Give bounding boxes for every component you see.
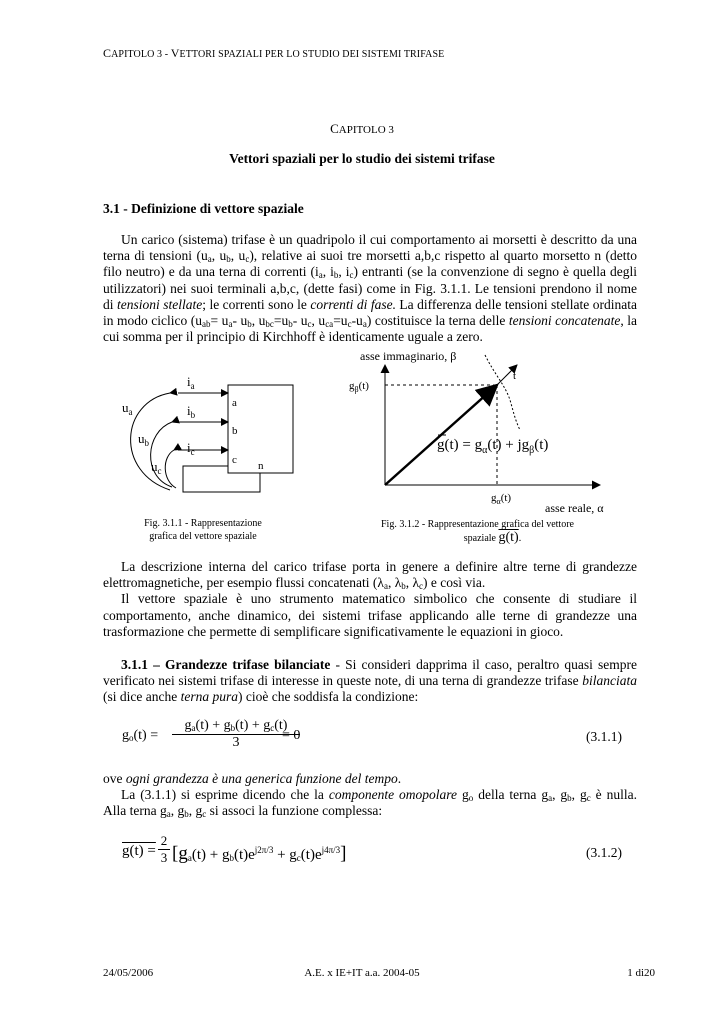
sub: c [347,319,352,330]
text: La differenza delle tensioni stellate ordinata in modo ciclico (u [103,296,637,329]
paragraph-balanced [103,657,637,706]
text: =u [273,313,289,329]
sub: o [129,733,134,743]
sub: b [229,853,234,863]
text: - u [232,313,248,329]
text: (t) + g [191,847,230,863]
text: La (3.1.1) si esprime dicendo che la [121,787,329,803]
footer-date: 24/05/2006 [103,967,154,979]
text: La descrizione interna del carico trifase porta in genere a definire altre terne di grandezze elettromagnetiche, per esempio flussi concatenati (λ [103,559,637,591]
italic-term: correnti di fase. [310,296,396,312]
text: Un carico (sistema) trifase è un quadripolo il cui comportamento ai morsetti è descritto da una terna di tensioni (u [103,232,637,264]
real-axis-label: asse reale, α [545,501,604,515]
text: (t)e [300,847,322,863]
text: + g [273,847,297,863]
sub: a [383,581,388,592]
paragraph-other-quantities [103,559,637,640]
chapter-title: Vettori spaziali per lo studio dei sistemi trifase [229,151,495,166]
header-rest2: ETTORI SPAZIALI PER LO STUDIO DEI SISTEMI TRIFASE [179,49,445,60]
sub: o [468,793,474,804]
footer-course: A.E. x IE+IT a.a. 2004-05 [304,967,420,979]
text: , g [188,803,203,819]
subsection-heading: 3.1.1 – Grandezze trifase bilanciate [121,657,331,672]
text: , u [311,313,326,329]
sub: b [401,581,406,592]
caption-line: grafica del vettore spaziale [149,531,257,542]
sub: a [191,723,196,733]
ia-label: $i_a$ [187,374,195,391]
text: , g [552,787,568,803]
eq2-lhs [122,843,156,860]
text: (t) [274,718,288,733]
text: (t) + g [195,718,231,733]
sub: b [288,319,293,330]
text: ove [103,771,126,786]
ua-arc [131,393,170,490]
ic-label: $i_c$ [187,440,195,457]
text: ) e così via. [423,575,486,591]
eq1-lhs [122,728,158,744]
sub: c [349,270,354,281]
ua-label: $u_a$ [122,400,133,417]
uc-arc [165,450,176,488]
italic-term: tensioni stellate [116,296,203,312]
text: , i [322,264,334,280]
sub: c [419,581,424,592]
text: (t) + g [235,718,271,733]
text: , u [230,248,246,264]
text: , λ [405,575,420,591]
text: ) costituisce la terna delle [366,313,509,329]
text: g [184,718,192,733]
text: , g [170,803,185,819]
sub: bc [265,319,274,330]
t-label: t [513,370,517,382]
eq1-numerator [172,718,300,735]
sub: b [184,809,189,820]
sub: b [567,793,572,804]
text: , u [251,313,266,329]
sub: a [207,254,212,265]
italic-term: tensioni concatenate [508,313,621,329]
sup: j2π/3 [254,845,274,855]
sub: a [362,319,367,330]
chapter-cap: C [330,121,339,136]
chapter-label [0,121,724,137]
eq2-fraction [158,833,170,866]
figure-3-1-2-complex-plane [345,345,615,520]
uc-label: $u_c$ [151,459,162,476]
italic-term: ogni grandezza è una generica funzione del tempo [125,771,398,786]
paragraph-generic-function [103,771,637,820]
eq1-denominator: 3 [232,735,240,750]
text: g(t) = [122,843,156,859]
caption-dot: . [518,533,522,544]
equation-number-3-1-2: (3.1.2) [586,845,622,860]
g-alpha-label: $g_\alpha(t)$ [491,492,512,506]
space-vector-equation: $g(t) = g_\alpha(t) + jg_\beta(t)$ [437,437,549,456]
ib-label: $i_b$ [187,403,196,420]
chapter-rest: APITOLO 3 [338,124,394,136]
text: - u [292,313,308,329]
sub: ca [325,319,334,330]
header-cap1: C [103,46,112,60]
caption-g: g(t) [498,530,519,545]
text: [g [172,843,188,864]
eq1-rhs: = 0 [282,728,301,743]
sub: a [166,809,171,820]
figure-3-1-1-caption [118,517,288,543]
text: -u [351,313,363,329]
text: - Si consideri dapprima il caso, peraltro quasi sempre verificato nei sistemi trifase di interesse in queste note, di una terna di grandezze trifase [103,657,637,689]
sub: c [586,793,591,804]
italic-term: terna pura [180,689,238,705]
text: ; le correnti sono le [202,296,311,312]
text: , i [338,264,350,280]
italic-term: bilanciata [582,673,637,689]
text: . [397,771,402,786]
text: ), relative ai suoi tre morsetti a,b,c rispetto al quarto morsetto n (detto filo neutro) e da una terna di correnti (i [103,248,638,280]
sub: c [296,853,301,863]
equation-number-3-1-1: (3.1.1) [586,729,622,744]
text: g [122,728,129,743]
footer-page-number: 1 di20 [627,967,655,979]
g-beta-label: $g_\beta(t)$ [349,380,369,394]
sub: a [548,793,553,804]
caption-line [360,531,595,545]
terminal-a: a [232,397,237,409]
sup: j4π/3 [321,845,341,855]
text: (si dice anche [103,689,181,705]
running-header [103,46,444,61]
eq2-frac-den: 3 [160,850,168,865]
ub-label: $u_b$ [138,431,149,448]
text: (t)e [233,847,255,863]
terminal-b: b [232,425,238,437]
figure-3-1-2-caption [360,518,595,545]
sub: c [245,254,250,265]
text: della terna g [473,787,549,803]
sub: b [333,270,339,281]
sub: b [226,254,231,265]
caption-line: Fig. 3.1.1 - Rappresentazione [144,518,262,529]
section-heading: 3.1 - Definizione di vettore spaziale [103,201,304,216]
caption-text: spaziale [463,533,496,544]
sub: a [228,319,233,330]
imag-axis-label: asse immaginario, β [360,349,457,363]
eq1-fraction [172,718,300,751]
sub: c [307,319,312,330]
text: , u [211,248,227,264]
text: g [457,787,469,803]
italic-term: componente omopolare [328,787,458,803]
header-rest1: APITOLO 3 - [111,49,171,60]
paragraph-intro [103,232,637,345]
text: , g [571,787,587,803]
sub: a [318,270,323,281]
sub: b [230,723,236,733]
text: ] [340,843,347,864]
header-cap2: V [170,46,180,60]
wire-neutral [183,466,260,492]
text: si associ la funzione complessa: [206,803,383,819]
caption-line: Fig. 3.1.2 - Rappresentazione grafica del vettore [381,519,574,530]
text: ) entranti (se la convenzione di segno è quella degli utilizzatori) nei suoi terminali a,b,c, (dette fasi) come in Fig. 3.1.1. Le tensioni prendono il nome di [103,264,637,312]
terminal-c: c [232,454,237,466]
text: , λ [387,575,402,591]
text: = u [210,313,229,329]
terminal-n: n [258,460,264,472]
text: =u [333,313,348,329]
sub: c [270,723,275,733]
eq2-rhs [172,843,347,865]
paragraph-space-vector: Il vettore spaziale è uno strumento matematico simbolico che consente di studiare il comportamento, anche dinamico, dei sistemi trifase applicando alle terne di grandezze una trasformazione che permette di semplificare significativamente le equazioni in gioco. [103,591,637,639]
text: è nulla. Alla terna g [103,787,637,819]
sub: b [247,319,252,330]
sub: ab [202,319,211,330]
text: , la cui somma per il principio di Kirchhoff è identicamente uguale a zero. [103,313,638,345]
sub: c [202,809,207,820]
text: (t) = [133,728,159,743]
text: ) cioè che soddisfa la condizione: [237,689,419,705]
eq2-frac-num: 2 [158,833,170,850]
sub: a [187,853,192,863]
